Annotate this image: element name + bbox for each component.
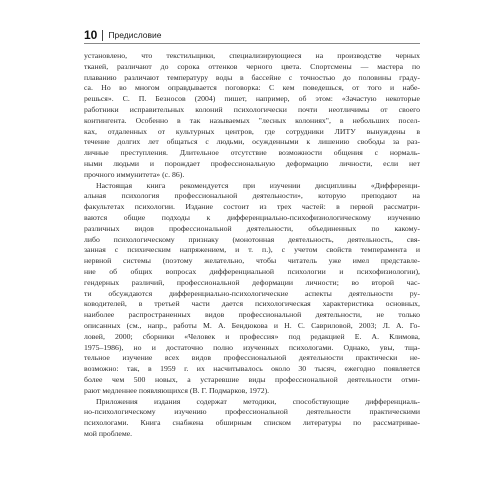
text-line: работники исправительных колоний психологически почти неотличимы от своего	[84, 104, 420, 114]
paragraph-3	[84, 397, 420, 440]
text-line: гендерных различий, профессиональной деформации личности; во второй час-	[84, 277, 420, 287]
text-line: установлено, что текстильщики, специализирующиеся на производстве черных	[84, 51, 420, 60]
page-body	[84, 51, 420, 440]
text-line: решься». С. П. Безносов (2004) пишет, например, об этом: «Зачастую некоторые	[84, 94, 420, 104]
text-line: личные преступления. Длительное отсутствие возможности общения с нормаль-	[84, 148, 420, 158]
text-line: либо психологическому признаку (монотонная деятельность, деятельность, свя-	[84, 234, 420, 244]
text-line: контингента. Особенно в так называемых "лесных колониях", в небольших посел-	[84, 115, 420, 125]
text-line: наиболее распространенных видов профессиональной деятельности, не только	[84, 310, 420, 320]
text-line: описанных (см., напр., работы М. А. Бендюкова и Н. С. Савриловой, 2003; Л. А. Го-	[84, 320, 420, 330]
text-line: ководителей, в третьей части дается психологическая характеристика основных,	[84, 299, 420, 309]
text-line: но-психологическому изучению профессиональной деятельности практическими	[84, 407, 420, 417]
text-line: ти обсуждаются дифференциально-психологические аспекты деятельности ру-	[84, 288, 420, 298]
text-line: альная психология профессиональной деятельности», которую преподают на	[84, 191, 420, 201]
running-header	[84, 28, 414, 42]
text-line: психологами. Книга снабжена обширным списком литературы по рассматривае-	[84, 418, 420, 428]
text-line: ными людьми и порождает профессиональную деформацию личности, если нет	[84, 158, 420, 168]
text-line: Настоящая книга рекомендуется при изучении дисциплины «Дифференци-	[96, 180, 420, 190]
header-separator	[102, 30, 103, 41]
text-line: нервной системы (поэтому желательно, чтобы читатель уже имел представле-	[84, 256, 420, 266]
text-line: ловей, 2000; сборники «Человек и профессия» под редакцией Е. А. Климова,	[84, 331, 420, 341]
text-line: прочного иммунитета» (с. 86).	[84, 169, 185, 179]
text-line: тканей, различают до сорока оттенков черного цвета. Спортсмены — мастера по	[84, 61, 420, 71]
running-title: Предисловие	[108, 30, 162, 40]
text-line: тельное изучение всех видов профессиональной деятельности практически не-	[84, 353, 420, 363]
text-line: факультетах психологии. Издание состоит из трех частей: в первой рассматри-	[84, 202, 420, 212]
text-line: са. Но во многом оправдывается поговорка: С кем поведешься, от того и набе-	[84, 83, 420, 93]
text-line: 1975–1986), но и достаточно полно изученных психологами. Однако, увы, тща-	[84, 342, 420, 352]
page-number: 10	[84, 28, 98, 42]
text-line: плаванию различают температуру воды в бассейне с точностью до половины граду-	[84, 72, 420, 82]
text-line: более чем 500 новых, а устаревшие виды профессиональной деятельности отми-	[84, 374, 420, 384]
header-rule	[84, 43, 420, 44]
text-line: мой проблеме.	[84, 428, 133, 438]
text-line: рают медленнее появляющихся (В. Г. Подмарков, 1972).	[84, 385, 270, 395]
text-line: занная с психическим напряжением, и т. п.), с учетом свойств темперамента и	[84, 245, 420, 255]
text-line: ние об общих вопросах дифференциальной психологии и психофизиологии),	[84, 266, 420, 276]
paragraph-1	[84, 51, 420, 181]
text-line: различных видов профессиональной деятельности, объединенных по какому-	[84, 223, 420, 233]
text-line: ках, отдаленных от культурных центров, где сотрудники ЛИТУ вынуждены в	[84, 126, 420, 136]
text-line: возможно: так, в 1959 г. их насчитывалось около 30 тысяч, ежегодно появляется	[84, 364, 420, 374]
text-line: ваются общие подходы к дифференциально-психофизиологическому изучению	[84, 212, 420, 222]
paragraph-2	[84, 181, 420, 397]
text-line: Приложения издания содержат методики, способствующие дифференциаль-	[96, 396, 420, 406]
text-line: течение долгих лет общаться с людьми, осужденными к лишению свободы за раз-	[84, 137, 420, 147]
